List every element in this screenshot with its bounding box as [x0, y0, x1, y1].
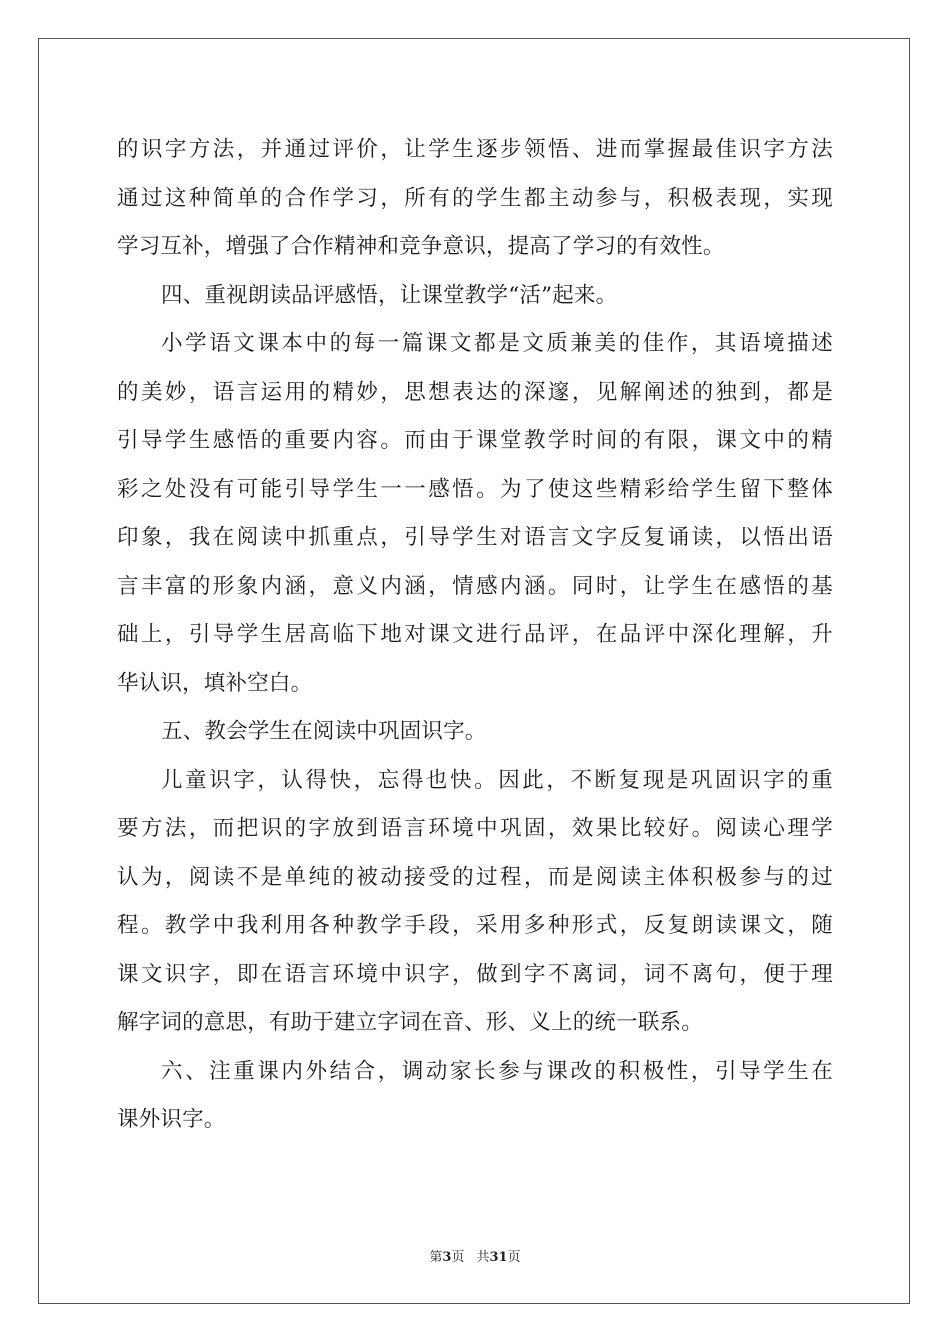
document-body — [117, 126, 833, 1145]
page-footer — [0, 1246, 950, 1265]
text-line: 础上，引导学生居高临下地对课文进行品评，在品评中深化理解，升 — [117, 622, 833, 647]
text-line: 的识字方法，并通过评价，让学生逐步领悟、进而掌握最佳识字方法 — [117, 137, 833, 162]
text-line: 通过这种简单的合作学习，所有的学生都主动参与，积极表现，实现 — [117, 185, 833, 211]
text-line: 的美妙，语言运用的精妙，思想表达的深邃，见解阐述的独到，都是 — [117, 379, 833, 405]
text-line: 学习互补，增强了合作精神和竞争意识，提高了学习的有效性。 — [117, 234, 725, 259]
text-line: 华认识，填补空白。 — [117, 670, 313, 696]
footer-total-pages: 31 — [489, 1250, 508, 1265]
text-line: 解字词的意思，有助于建立字词在音、形、义上的统一联系。 — [117, 1010, 703, 1035]
text-line: 言丰富的形象内涵，意义内涵，情感内涵。同时，让学生在感悟的基 — [117, 573, 833, 599]
text-line: 课外识字。 — [117, 1107, 226, 1132]
text-line: 要方法，而把识的字放到语言环境中巩固，效果比较好。阅读心理学 — [117, 816, 833, 841]
text-line: 认为，阅读不是单纯的被动接受的过程，而是阅读主体积极参与的过 — [117, 864, 833, 890]
text-line: 课文识字，即在语言环境中识字，做到字不离词，词不离句，便于理 — [117, 961, 833, 987]
section-heading-5: 五、教会学生在阅读中巩固识字。 — [161, 719, 487, 744]
section-heading-6: 六、注重课内外结合，调动家长参与课改的积极性，引导学生在 — [161, 1058, 833, 1084]
text-line: 引导学生感悟的重要内容。而由于课堂教学时间的有限，课文中的精 — [117, 428, 833, 453]
footer-page-prefix: 第 — [429, 1250, 443, 1265]
text-line: 程。教学中我利用各种教学手段，采用多种形式，反复朗读课文，随 — [117, 913, 833, 938]
text-line: 彩之处没有可能引导学生一一感悟。为了使这些精彩给学生留下整体 — [117, 476, 833, 502]
footer-total-prefix: 共 — [476, 1250, 490, 1265]
text-line: 小学语文课本中的每一篇课文都是文质兼美的佳作，其语境描述 — [161, 331, 833, 356]
footer-total-unit: 页 — [507, 1250, 521, 1265]
footer-page-number: 3 — [442, 1250, 452, 1265]
text-line: 儿童识字，认得快，忘得也快。因此，不断复现是巩固识字的重 — [161, 767, 833, 793]
text-line: 印象，我在阅读中抓重点，引导学生对语言文字反复诵读，以悟出语 — [117, 525, 833, 550]
footer-page-unit: 页 — [451, 1250, 465, 1265]
section-heading-4: 四、重视朗读品评感悟，让课堂教学“活”起来。 — [161, 282, 618, 308]
